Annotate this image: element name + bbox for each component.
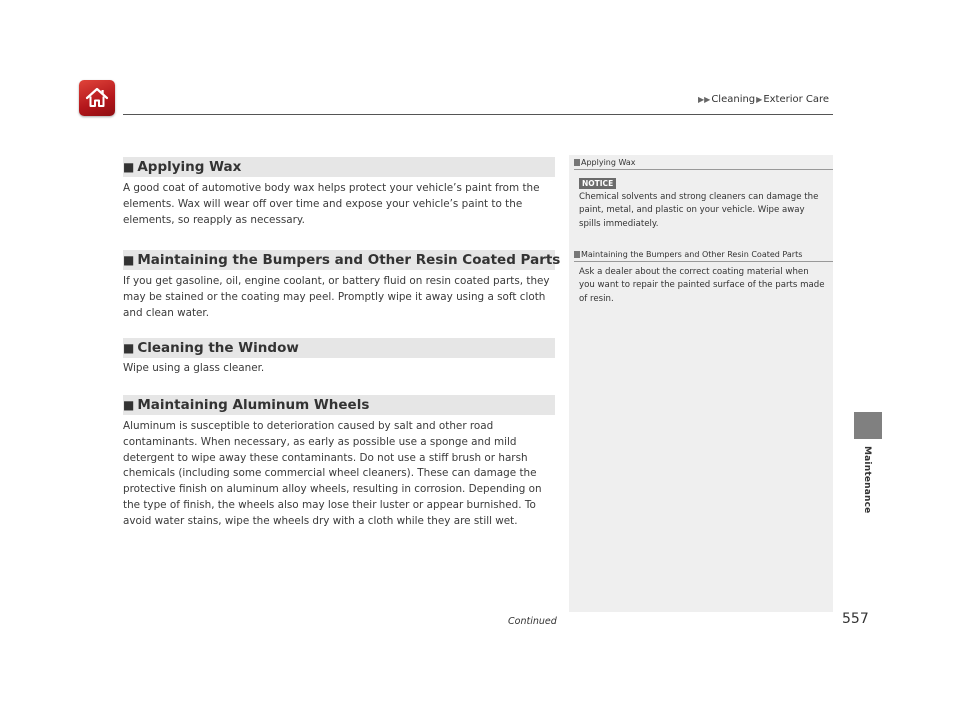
breadcrumb-arrow-icon: ▶▶ [698, 95, 711, 104]
notes-column [569, 155, 833, 612]
section-heading-text: Applying Wax [137, 159, 242, 175]
section-heading-text: Maintaining Aluminum Wheels [137, 397, 370, 413]
section-heading-applying-wax [123, 157, 555, 177]
section-marker-icon: ■ [123, 341, 135, 355]
note-title-text: Maintaining the Bumpers and Other Resin Coated Parts [581, 250, 803, 259]
section-heading-text: Cleaning the Window [137, 340, 299, 356]
breadcrumb-arrow-icon: ▶ [756, 95, 763, 104]
section-heading-bumpers [123, 250, 561, 270]
section-marker-icon: ■ [123, 398, 135, 412]
reference-marker-icon [574, 159, 580, 166]
reference-marker-icon [574, 251, 580, 258]
home-icon [85, 85, 109, 109]
continued-label: Continued [508, 616, 557, 627]
note-title-bumpers[interactable] [574, 250, 802, 259]
section-marker-icon: ■ [123, 253, 135, 267]
section-marker-icon: ■ [123, 160, 135, 174]
note-title-text: Applying Wax [581, 158, 636, 167]
section-heading-aluminum-wheels [123, 395, 555, 415]
section-heading-text: Maintaining the Bumpers and Other Resin Coated Parts [137, 252, 561, 268]
side-tab-label: Maintenance [862, 446, 872, 514]
notice-badge: NOTICE [579, 178, 616, 189]
note-title-applying-wax[interactable] [574, 158, 636, 167]
breadcrumb-item-exterior-care[interactable]: Exterior Care [763, 94, 830, 105]
breadcrumb [697, 94, 829, 105]
section-body-aluminum-wheels: Aluminum is susceptible to deterioration caused by salt and other road contaminants. When necessary, as early as possible use a sponge and mild detergent to wipe away these contaminants. Do not use a stiff brush or harsh chemicals (including some commercial wheel cleaners). These can damage the protective finish on aluminum alloy wheels, resulting in corrosion. Depending on the type of finish, the wheels also may lose their luster or appear burnished. To avoid water stains, wipe the wheels dry with a cloth while they are still wet. [123, 420, 542, 527]
breadcrumb-item-cleaning[interactable]: Cleaning [711, 94, 756, 105]
note-divider [574, 261, 833, 262]
note-text-bumpers: Ask a dealer about the correct coating material when you want to repair the painted surface of the parts made of resin. [579, 267, 825, 304]
note-text-applying-wax: Chemical solvents and strong cleaners can damage the paint, metal, and plastic on your vehicle. Wipe away spills immediately. [579, 192, 819, 229]
header-divider [123, 114, 833, 115]
home-button[interactable] [79, 80, 115, 116]
section-body-window: Wipe using a glass cleaner. [123, 362, 265, 374]
side-tab-marker[interactable] [854, 412, 882, 439]
page-number: 557 [842, 611, 869, 627]
section-body-bumpers: If you get gasoline, oil, engine coolant, or battery fluid on resin coated parts, they may be stained or the coating may peel. Promptly wipe it away using a soft cloth and clean water. [123, 275, 550, 319]
section-heading-window [123, 338, 555, 358]
section-body-applying-wax: A good coat of automotive body wax helps protect your vehicle’s paint from the elements. Wax will wear off over time and expose your vehicle’s paint to the elements, so reapply as necessary. [123, 182, 540, 226]
note-divider [574, 169, 833, 170]
